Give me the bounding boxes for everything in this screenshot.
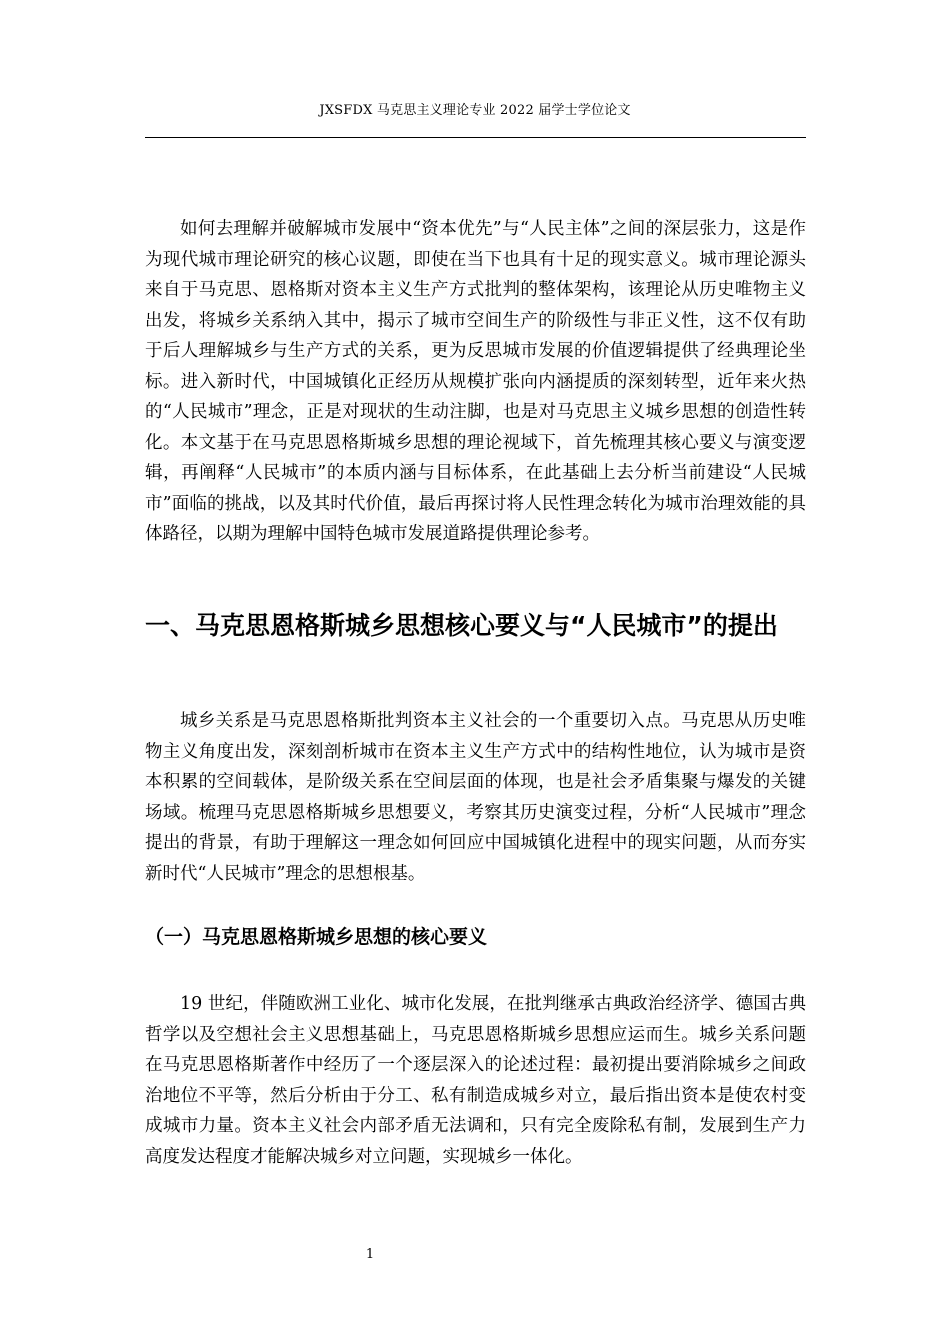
subsection-paragraph: 19 世纪，伴随欧洲工业化、城市化发展，在批判继承古典政治经济学、德国古典哲学以及空想社会主义思想基础上，马克思恩格斯城乡思想应运而生。城乡关系问题在马克思恩格斯著作中经历了一个逐层深入的论述过程：最初提出要消除城乡之间政治地位不平等，然后分析由于分工、私有制造成城乡对立，最后指出资本是使农村变成城市力量。资本主义社会内部矛盾无法调和，只有完全废除私有制，发展到生产力高度发达程度才能解决城乡对立问题，实现城乡一体化。 — [145, 994, 806, 1167]
subsection-heading: （一）马克思恩格斯城乡思想的核心要义 — [145, 926, 488, 948]
header-divider — [145, 137, 806, 138]
page-number: 1 — [365, 1247, 375, 1262]
running-header: JXSFDX 马克思主义理论专业 2022 届学士学位论文 — [319, 103, 631, 118]
section-paragraph: 城乡关系是马克思恩格斯批判资本主义社会的一个重要切入点。马克思从历史唯物主义角度出发，深刻剖析城市在资本主义生产方式中的结构性地位，认为城市是资本积累的空间载体，是阶级关系在空间层面的体现，也是社会矛盾集聚与爆发的关键场域。梳理马克思恩格斯城乡思想要义，考察其历史演变过程，分析“人民城市”理念提出的背景，有助于理解这一理念如何回应中国城镇化进程中的现实问题，从而夯实新时代“人民城市”理念的思想根基。 — [145, 711, 806, 884]
section-heading: 一、马克思恩格斯城乡思想核心要义与“人民城市”的提出 — [145, 611, 778, 640]
intro-paragraph: 如何去理解并破解城市发展中“资本优先”与“人民主体”之间的深层张力，这是作为现代城市理论研究的核心议题，即使在当下也具有十足的现实意义。城市理论源头来自于马克思、恩格斯对资本主义生产方式批判的整体架构，该理论从历史唯物主义出发，将城乡关系纳入其中，揭示了城市空间生产的阶级性与非正义性，这不仅有助于后人理解城乡与生产方式的关系，更为反思城市发展的价值逻辑提供了经典理论坐标。进入新时代，中国城镇化正经历从规模扩张向内涵提质的深刻转型，近年来火热的“人民城市”理念，正是对现状的生动注脚，也是对马克思主义城乡思想的创造性转化。本文基于在马克思恩格斯城乡思想的理论视域下，首先梳理其核心要义与演变逻辑，再阐释“人民城市”的本质内涵与目标体系，在此基础上去分析当前建设“人民城市”面临的挑战，以及其时代价值，最后再探讨将人民性理念转化为城市治理效能的具体路径，以期为理解中国特色城市发展道路提供理论参考。 — [145, 219, 806, 544]
